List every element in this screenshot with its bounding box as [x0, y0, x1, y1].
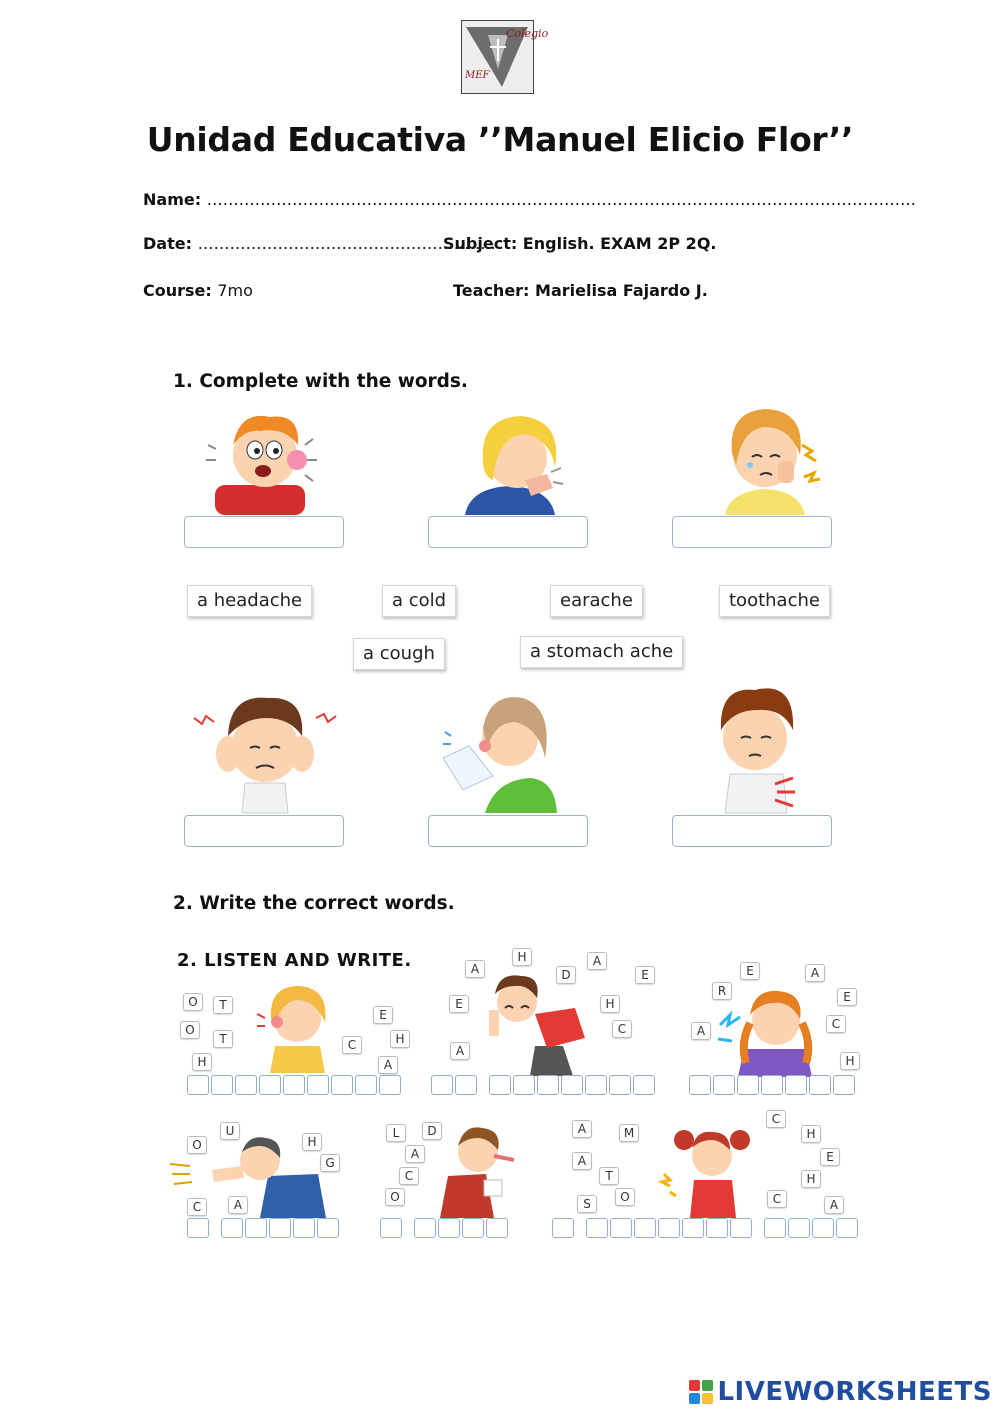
- puzzle-5-letter: D: [422, 1122, 442, 1140]
- answer-cell[interactable]: [269, 1218, 291, 1238]
- puzzle-4-answer-cells[interactable]: [187, 1218, 339, 1238]
- puzzle-1-letter: T: [213, 1030, 233, 1048]
- word-chip-toothache[interactable]: toothache: [719, 585, 830, 617]
- puzzle-1-letter: O: [183, 993, 203, 1011]
- answer-cell[interactable]: [633, 1075, 655, 1095]
- puzzle-5-letter: A: [405, 1145, 425, 1163]
- date-label: Date:: [143, 234, 192, 253]
- puzzle-3-letter: A: [805, 964, 825, 982]
- puzzle-6-letter: O: [615, 1188, 635, 1206]
- cold-girl-illustration: [435, 688, 560, 813]
- logo-square: [689, 1393, 700, 1404]
- answer-cell[interactable]: [812, 1218, 834, 1238]
- puzzle-4-letter: U: [220, 1122, 240, 1140]
- puzzle-1-letter: O: [180, 1021, 200, 1039]
- puzzle-6-letter: A: [572, 1120, 592, 1138]
- puzzle-4-letter: H: [302, 1133, 322, 1151]
- answer-cell[interactable]: [438, 1218, 460, 1238]
- answer-cell[interactable]: [552, 1218, 574, 1238]
- answer-cell[interactable]: [283, 1075, 305, 1095]
- puzzle-2-letter: C: [612, 1020, 632, 1038]
- puzzle-3-letter: A: [691, 1022, 711, 1040]
- answer-cell[interactable]: [221, 1218, 243, 1238]
- puzzle-2-letter: A: [587, 952, 607, 970]
- answer-cell[interactable]: [836, 1218, 858, 1238]
- answer-cell[interactable]: [764, 1218, 786, 1238]
- name-dots[interactable]: …………………………………………………………………………………………………………………….: [206, 190, 916, 209]
- section-1-title: 1. Complete with the words.: [173, 371, 468, 392]
- puzzle-6-letter: H: [801, 1125, 821, 1143]
- puzzle-5-answer-cells[interactable]: [380, 1218, 508, 1238]
- puzzle-3-letter: H: [840, 1052, 860, 1070]
- answer-cell[interactable]: [610, 1218, 632, 1238]
- puzzle-6-girl-illustration: [650, 1122, 760, 1218]
- answer-cell[interactable]: [486, 1218, 508, 1238]
- cough-girl-illustration: [455, 410, 575, 515]
- puzzle-2-letter: A: [465, 960, 485, 978]
- listen-and-write-title: 2. LISTEN AND WRITE.: [177, 950, 412, 971]
- answer-cell[interactable]: [489, 1075, 511, 1095]
- puzzle-6-letter: H: [801, 1170, 821, 1188]
- subject-text: Subject: English. EXAM 2P 2Q.: [443, 234, 717, 253]
- puzzle-4-letter: O: [187, 1136, 207, 1154]
- puzzle-3-letter: C: [826, 1015, 846, 1033]
- answer-cell[interactable]: [380, 1218, 402, 1238]
- answer-cell[interactable]: [682, 1218, 704, 1238]
- answer-cell[interactable]: [414, 1218, 436, 1238]
- logo-text-bottom: MEF: [465, 70, 490, 81]
- logo-square: [702, 1380, 713, 1391]
- school-shield-icon: [462, 21, 549, 93]
- liveworksheets-logo: [689, 1377, 992, 1407]
- puzzle-1-letter: A: [378, 1056, 398, 1074]
- answer-box-2[interactable]: [428, 516, 588, 548]
- puzzle-1-answer-cells[interactable]: [187, 1075, 401, 1095]
- puzzle-3-letter: E: [740, 962, 760, 980]
- puzzle-4-letter: C: [187, 1198, 207, 1216]
- puzzle-1-letter: H: [192, 1053, 212, 1071]
- puzzle-4-letter: G: [320, 1154, 340, 1172]
- puzzle-3-letter: R: [712, 982, 732, 1000]
- answer-cell[interactable]: [706, 1218, 728, 1238]
- puzzle-1-letter: C: [342, 1036, 362, 1054]
- puzzle-5-letter: L: [386, 1124, 406, 1142]
- answer-cell[interactable]: [585, 1075, 607, 1095]
- puzzle-1-letter: H: [390, 1030, 410, 1048]
- puzzle-2-man-illustration: [475, 968, 600, 1076]
- course-value: 7mo: [217, 281, 253, 300]
- answer-cell[interactable]: [187, 1075, 209, 1095]
- puzzle-6-letter: A: [824, 1196, 844, 1214]
- answer-cell[interactable]: [833, 1075, 855, 1095]
- liveworksheets-brand: LIVEWORKSHEETS: [717, 1377, 992, 1407]
- puzzle-2-letter: H: [512, 948, 532, 966]
- answer-cell[interactable]: [293, 1218, 315, 1238]
- headache-boy-illustration: [190, 688, 340, 813]
- puzzle-5-letter: O: [385, 1188, 405, 1206]
- answer-box-1[interactable]: [184, 516, 344, 548]
- logo-square: [702, 1393, 713, 1404]
- toothache-girl-illustration: [710, 405, 830, 515]
- date-dots[interactable]: ………………………………………………..: [197, 234, 496, 253]
- answer-box-5[interactable]: [428, 815, 588, 847]
- answer-cell[interactable]: [537, 1075, 559, 1095]
- answer-cell[interactable]: [785, 1075, 807, 1095]
- name-field[interactable]: [143, 190, 916, 209]
- puzzle-2-letter: A: [450, 1042, 470, 1060]
- word-chip-cough[interactable]: a cough: [353, 638, 445, 670]
- puzzle-6-letter: A: [572, 1152, 592, 1170]
- stomach-ache-boy-illustration: [705, 676, 805, 813]
- answer-cell[interactable]: [211, 1075, 233, 1095]
- puzzle-6-letter: M: [619, 1124, 639, 1142]
- section-2-title: 2. Write the correct words.: [173, 893, 455, 914]
- page-title: Unidad Educativa ’’Manuel Elicio Flor’’: [146, 120, 854, 159]
- puzzle-3-letter: E: [837, 988, 857, 1006]
- answer-cell[interactable]: [455, 1075, 477, 1095]
- puzzle-2-letter: E: [635, 966, 655, 984]
- puzzle-6-letter: E: [820, 1148, 840, 1166]
- answer-cell[interactable]: [788, 1218, 810, 1238]
- school-logo: [461, 20, 549, 94]
- answer-box-6[interactable]: [672, 815, 832, 847]
- answer-cell[interactable]: [307, 1075, 329, 1095]
- puzzle-2-letter: E: [449, 995, 469, 1013]
- answer-cell[interactable]: [609, 1075, 631, 1095]
- answer-cell[interactable]: [634, 1218, 656, 1238]
- answer-cell[interactable]: [462, 1218, 484, 1238]
- answer-cell[interactable]: [713, 1075, 735, 1095]
- puzzle-2-letter: H: [600, 995, 620, 1013]
- answer-cell[interactable]: [431, 1075, 453, 1095]
- answer-cell[interactable]: [689, 1075, 711, 1095]
- puzzle-1-girl-illustration: [255, 978, 340, 1073]
- answer-cell[interactable]: [187, 1218, 209, 1238]
- puzzle-6-letter: C: [767, 1190, 787, 1208]
- word-chip-earache[interactable]: earache: [550, 585, 643, 617]
- puzzle-1-letter: E: [373, 1006, 393, 1024]
- answer-cell[interactable]: [355, 1075, 377, 1095]
- answer-cell[interactable]: [809, 1075, 831, 1095]
- word-chip-cold[interactable]: a cold: [382, 585, 456, 617]
- word-chip-stomach-ache[interactable]: a stomach ache: [520, 636, 683, 668]
- answer-cell[interactable]: [259, 1075, 281, 1095]
- answer-cell[interactable]: [331, 1075, 353, 1095]
- answer-cell[interactable]: [317, 1218, 339, 1238]
- answer-cell[interactable]: [761, 1075, 783, 1095]
- puzzle-3-answer-cells[interactable]: [689, 1075, 855, 1095]
- puzzle-2-answer-cells[interactable]: [431, 1075, 655, 1095]
- answer-cell[interactable]: [586, 1218, 608, 1238]
- puzzle-1-letter: T: [213, 996, 233, 1014]
- logo-square: [689, 1380, 700, 1391]
- answer-cell[interactable]: [561, 1075, 583, 1095]
- puzzle-6-letter: T: [599, 1167, 619, 1185]
- answer-box-3[interactable]: [672, 516, 832, 548]
- answer-cell[interactable]: [658, 1218, 680, 1238]
- answer-cell[interactable]: [737, 1075, 759, 1095]
- puzzle-2-letter: D: [556, 966, 576, 984]
- course-label: Course:: [143, 281, 212, 300]
- answer-cell[interactable]: [379, 1075, 401, 1095]
- puzzle-6-letter: C: [766, 1110, 786, 1128]
- earache-boy-illustration: [200, 405, 330, 515]
- name-label: Name:: [143, 190, 202, 209]
- logo-text-top: Colegio: [506, 27, 549, 40]
- answer-cell[interactable]: [513, 1075, 535, 1095]
- answer-cell[interactable]: [235, 1075, 257, 1095]
- answer-box-4[interactable]: [184, 815, 344, 847]
- word-chip-headache[interactable]: a headache: [187, 585, 312, 617]
- puzzle-6-answer-cells[interactable]: [552, 1218, 858, 1238]
- puzzle-4-letter: A: [228, 1196, 248, 1214]
- puzzle-5-letter: C: [399, 1167, 419, 1185]
- puzzle-6-letter: S: [577, 1195, 597, 1213]
- answer-cell[interactable]: [730, 1218, 752, 1238]
- teacher-text: Teacher: Marielisa Fajardo J.: [453, 281, 708, 300]
- liveworksheets-icon: [689, 1380, 713, 1404]
- answer-cell[interactable]: [245, 1218, 267, 1238]
- course-field: [143, 281, 253, 300]
